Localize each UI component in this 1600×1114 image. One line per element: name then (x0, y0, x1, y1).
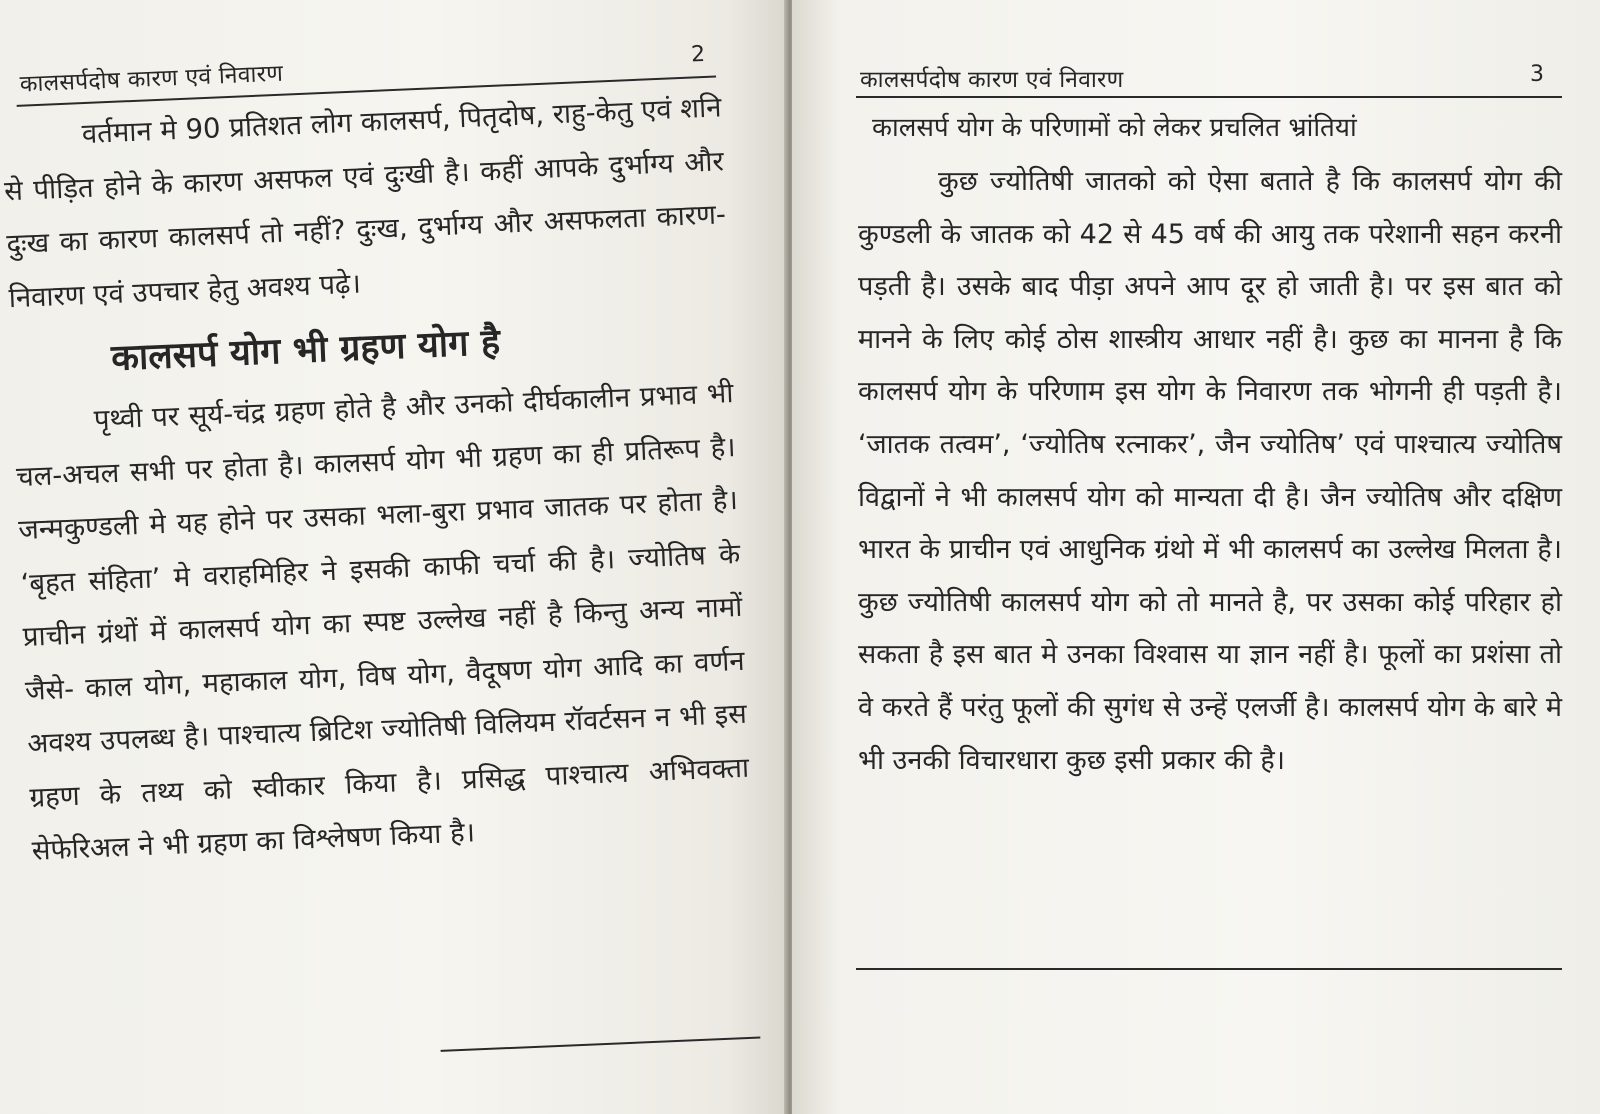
left-section-heading: कालसर्प योग भी ग्रहण योग है (110, 321, 501, 380)
right-header-rule (856, 96, 1562, 98)
right-main-paragraph: कुछ ज्योतिषी जातको को ऐसा बताते है कि कालसर्प योग की कुण्डली के जातक को 42 से 45 वर्ष की आयु तक परेशानी सहन करनी पड़ती है। उसके बाद पीड़ा अपने आप दूर हो जाती है। पर इस बात को मानने के लिए कोई ठोस शास्त्रीय आधार नहीं है। कुछ का मानना है कि कालसर्प योग के परिणाम इस योग के निवारण तक भोगनी ही पड़ती है। ‘जातक तत्वम’, ‘ज्योतिष रत्नाकर’, जैन ज्योतिष’ एवं पाश्चात्य ज्योतिष विद्वानों ने भी कालसर्प योग को मान्यता दी है। जैन ज्योतिष और दक्षिण भारत के प्राचीन एवं आधुनिक ग्रंथो में भी कालसर्प का उल्लेख मिलता है। कुछ ज्योतिषी कालसर्प योग को तो मानते है, पर उसका कोई परिहार हो सकता है इस बात मे उनका विश्वास या ज्ञान नहीं है। फूलों का प्रशंसा तो वे करते हैं परंतु फूलों की सुगंध से उन्हें एलर्जी है। कालसर्प योग के बारे मे भी उनकी विचारधारा कुछ इसी प्रकार की है। (858, 166, 1562, 776)
left-page-number: 2 (690, 41, 706, 68)
right-body (858, 156, 1562, 787)
right-running-head: कालसर्पदोष कारण एवं निवारण (860, 67, 1124, 93)
left-footer-rule (441, 1036, 761, 1051)
left-running-head: कालसर्पदोष कारण एवं निवारण (19, 60, 284, 98)
right-page-content (792, 0, 1600, 1114)
left-main-paragraph: पृथ्वी पर सूर्य-चंद्र ग्रहण होते है और उनको दीर्घकालीन प्रभाव भी चल-अचल सभी पर होता है। कालसर्प योग भी ग्रहण का ही प्रतिरूप है। जन्मकुण्डली मे यह होने पर उसका भला-बुरा प्रभाव जातक पर होता है। ‘बृहत संहिता’ मे वराहमिहिर ने इसकी काफी चर्चा की है। ज्योतिष के प्राचीन ग्रंथों में कालसर्प योग का स्पष्ट उल्लेख नहीं है किन्तु अन्य नामों जैसे- काल योग, महाकाल योग, विष योग, वैदूषण योग आदि का वर्णन अवश्य उपलब्ध है। पाश्चात्य ब्रिटिश ज्योतिषी विलियम रॉवर्टसन न भी इस ग्रहण के तथ्य को स्वीकार किया है। प्रसिद्ध पाश्चात्य अभिवक्ता सेफेरिअल ने भी ग्रहण का विश्लेषण किया है। (15, 377, 750, 867)
right-footer-rule (856, 968, 1562, 970)
right-section-heading: कालसर्प योग के परिणामों को लेकर प्रचलित भ्रांतियां (872, 113, 1357, 143)
left-page (0, 0, 790, 1114)
right-page-number: 3 (1530, 62, 1544, 87)
right-page (792, 0, 1600, 1114)
left-intro-paragraph: वर्तमान मे 90 प्रतिशत लोग कालसर्प, पितृदोष, राहु-केतु एवं शनि से पीड़ित होने के कारण असफल एवं दुःखी है। कहीं आपके दुर्भाग्य और दुःख का कारण कालसर्प तो नहीं? दुःख, दुर्भाग्य और असफलता कारण-निवारण एवं उपचार हेतु अवश्य पढ़े। (3, 91, 727, 314)
left-page-content (0, 0, 790, 1114)
left-body (1, 81, 753, 878)
